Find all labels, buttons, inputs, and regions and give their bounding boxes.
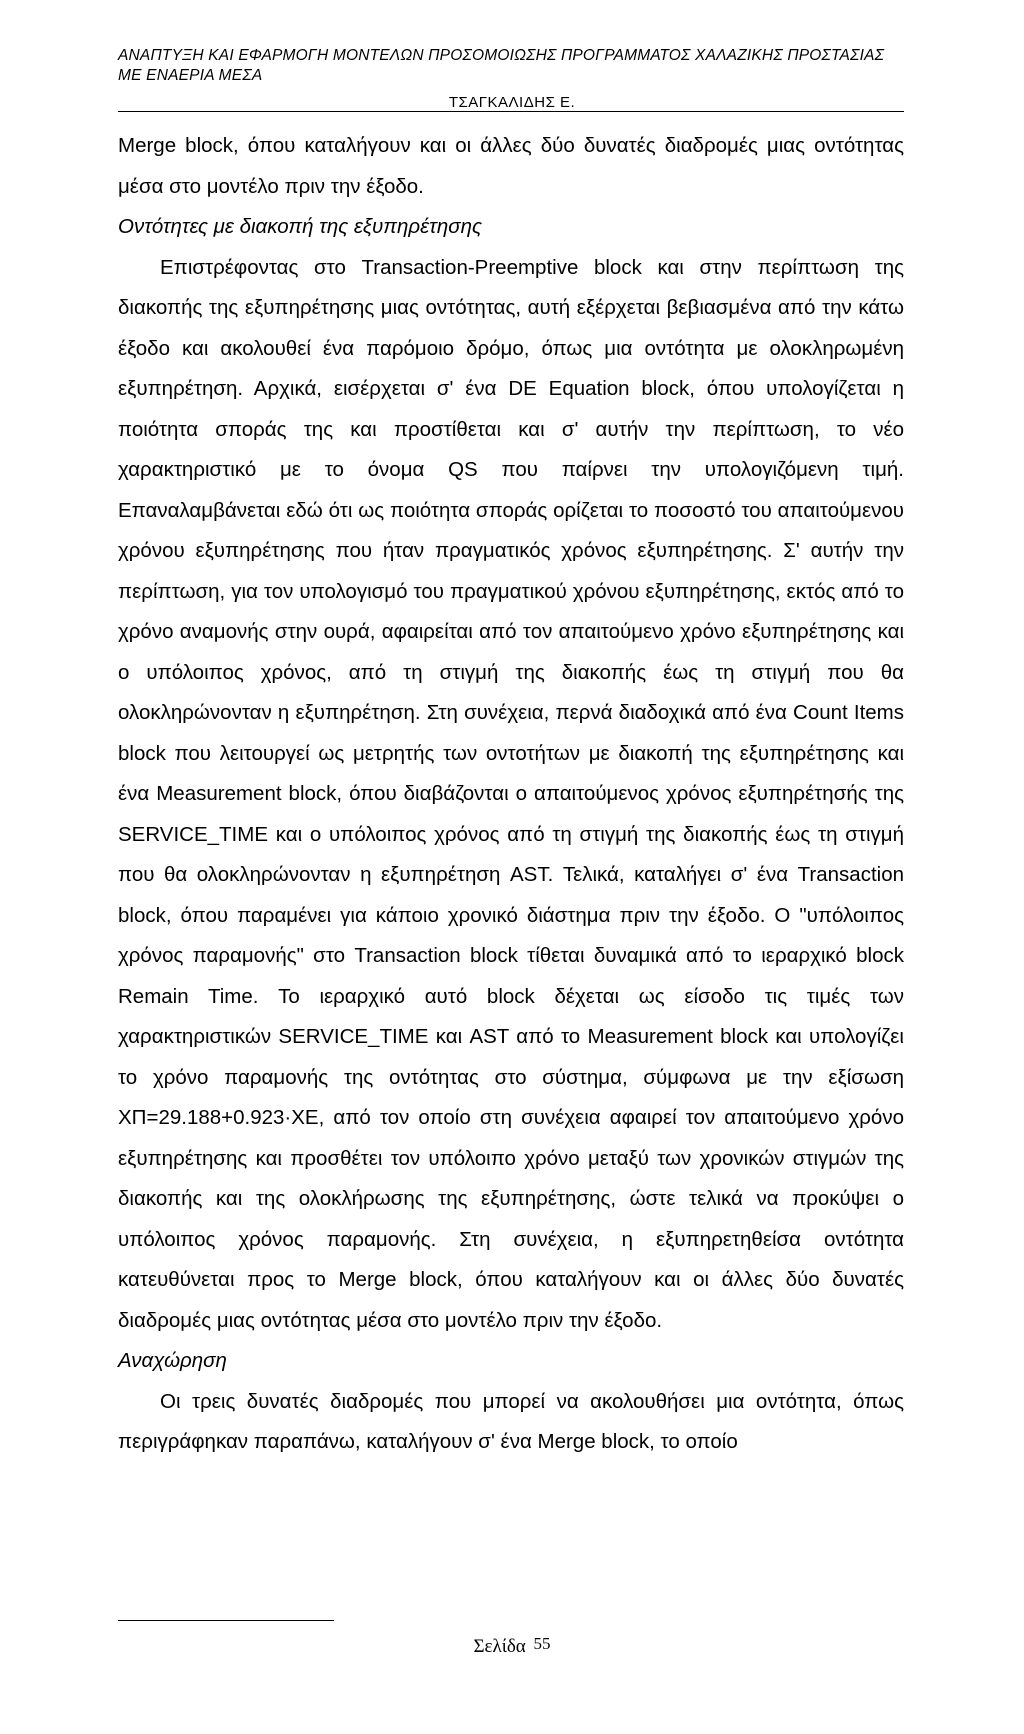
section-paragraph-departure: Οι τρεις δυνατές διαδρομές που μπορεί να ακολουθήσει μια οντότητα, όπως περιγράφηκαν παραπάνω, καταλήγουν σ' ένα Merge block, το οποίο (118, 1389, 904, 1453)
running-header-title: ΑΝΑΠΤΥΞΗ ΚΑΙ ΕΦΑΡΜΟΓΗ ΜΟΝΤΕΛΩΝ ΠΡΟΣΟΜΟΙΩΣΗΣ ΠΡΟΓΡΑΜΜΑΤΟΣ ΧΑΛΑΖΙΚΗΣ ΠΡΟΣΤΑΣΙΑΣ ΜΕ ΕΝΑΕΡΙΑ ΜΕΣΑ (118, 47, 885, 84)
intro-paragraph: Merge block, όπου καταλήγουν και οι άλλες δύο δυνατές διαδρομές μιας οντότητας μέσα στο μοντέλο πριν την έξοδο. (118, 134, 904, 198)
page-number: 55 (533, 1634, 551, 1653)
running-header-author: ΤΣΑΓΚΑΛΙΔΗΣ Ε. (448, 94, 576, 111)
footer-divider (118, 1620, 334, 1621)
section-paragraph-preemption: Επιστρέφοντας στο Transaction-Preemptive block και στην περίπτωση της διακοπής της εξυπηρέτησης μιας οντότητας, αυτή εξέρχεται βεβιασμένα από την κάτω έξοδο και ακολουθεί ένα παρόμοιο δρόμο, όπως μια οντότητα με ολοκληρωμένη εξυπηρέτηση. Αρχικά, εισέρχεται σ' ένα DE Equation block, όπου υπολογίζεται η ποιότητα σποράς της και προστίθεται και σ' αυτήν την περίπτωση, το νέο χαρακτηριστικό με το όνομα QS που παίρνει την υπολογιζόμενη τιμή. Επαναλαμβάνεται εδώ ότι ως ποιότητα σποράς ορίζεται το ποσοστό του απαιτούμενου χρόνου εξυπηρέτησης που ήταν πραγματικός χρόνος εξυπηρέτησης. Σ' αυτήν την περίπτωση, για τον υπολογισμό του πραγματικού χρόνου εξυπηρέτησης, εκτός από το χρόνο αναμονής στην ουρά, αφαιρείται από τον απαιτούμενο χρόνο εξυπηρέτησης και ο υπόλοιπος χρόνος, από τη στιγμή της διακοπής έως τη στιγμή που θα ολοκληρώνονταν η εξυπηρέτηση. Στη συνέχεια, περνά διαδοχικά από ένα Count Items block που λειτουργεί ως μετρητής των οντοτήτων με διακοπή της εξυπηρέτησης και ένα Measurement block, όπου διαβάζονται ο απαιτούμενος χρόνος εξυπηρέτησής της SERVICE_TIME και ο υπόλοιπος χρόνος από τη στιγμή της διακοπής έως τη στιγμή που θα ολοκληρώνονταν η εξυπηρέτηση AST. Τελικά, καταλήγει σ' ένα Transaction block, όπου παραμένει για κάποιο χρονικό διάστημα πριν την έξοδο. Ο "υπόλοιπος χρόνος παραμονής" στο Transaction block τίθεται δυναμικά από το ιεραρχικό block Remain Time. Το ιεραρχικό αυτό block δέχεται ως είσοδο τις τιμές των χαρακτηριστικών SERVICE_TIME και AST από το Measurement block και υπολογίζει το χρόνο παραμονής της οντότητας στο σύστημα, σύμφωνα με την εξίσωση ΧΠ=29.188+0.923·ΧΕ, από τον οποίο στη συνέχεια αφαιρεί τον απαιτούμενο χρόνο εξυπηρέτησης και προσθέτει τον υπόλοιπο χρόνο μεταξύ των χρονικών στιγμών της διακοπής και της ολοκλήρωσης της εξυπηρέτησης, ώστε τελικά να προκύψει ο υπόλοιπος χρόνος παραμονής. Στη συνέχεια, η εξυπηρετηθείσα οντότητα κατευθύνεται προς το Merge block, όπου καταλήγουν και οι άλλες δύο δυνατές διαδρομές μιας οντότητας μέσα στο μοντέλο πριν την έξοδο. (118, 255, 904, 1332)
section-heading-preemption: Οντότητες με διακοπή της εξυπηρέτησης (118, 215, 482, 238)
page-footer (0, 1634, 1024, 1658)
header-divider (118, 111, 904, 112)
page-label: Σελίδα (473, 1636, 526, 1657)
section-heading-departure: Αναχώρηση (118, 1349, 227, 1372)
page-body (118, 126, 904, 1463)
